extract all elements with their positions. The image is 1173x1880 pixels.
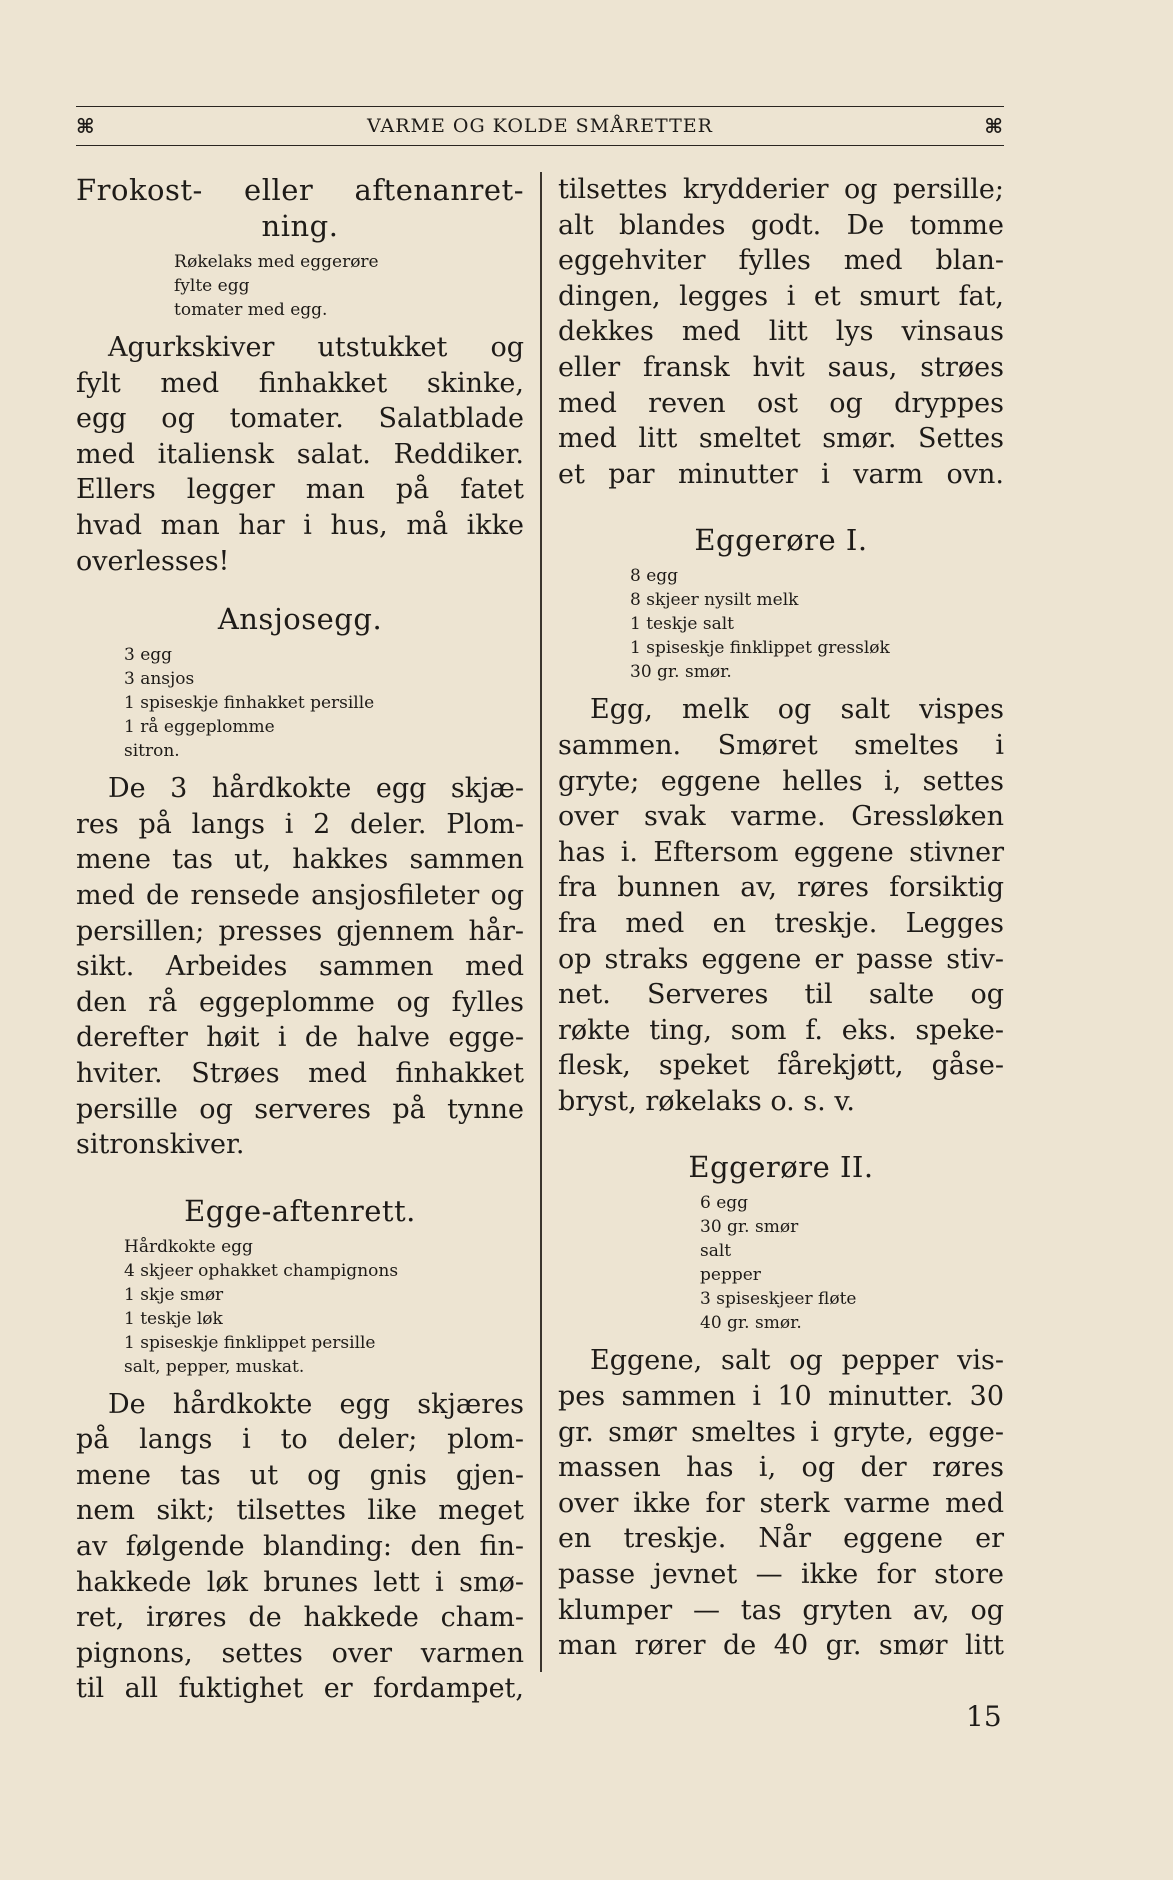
ingredient: tomater med egg. — [174, 300, 328, 320]
text-line: på langs i to deler; plom- — [76, 1424, 524, 1456]
text-line: den rå eggeplomme og fylles — [76, 986, 524, 1018]
recipe-text — [76, 1387, 524, 1707]
ingredient: fylte egg — [174, 276, 250, 296]
ingredient: 1 teskje salt — [630, 614, 735, 635]
text-line: mene tas ut og gnis gjen- — [76, 1459, 524, 1491]
text-line: Ellers legger man på fatet — [76, 474, 524, 506]
text-line: res på langs i 2 deler. Plom- — [76, 808, 524, 840]
text-line: bryst, røkelaks o. s. v. — [558, 1085, 855, 1117]
left-column — [76, 172, 524, 1707]
text-line: med de rensede ansjosfileter og — [76, 879, 524, 911]
ingredient: salt — [700, 1241, 732, 1262]
ingredient-list — [76, 1235, 524, 1379]
recipe-title-ansjosegg: Ansjosegg. — [217, 602, 383, 637]
ingredient: 4 skjeer ophakket champignons — [124, 1260, 399, 1281]
text-line: egg og tomater. Salatblade — [76, 403, 524, 435]
text-line: sammen. Smøret smeltes i — [558, 729, 1004, 761]
recipe-text — [76, 771, 524, 1163]
text-line: persille og serveres på tynne — [76, 1093, 524, 1125]
text-line: hvad man har i hus, må ikke — [76, 509, 524, 541]
text-line: røkte ting, som f. eks. speke- — [558, 1014, 1004, 1046]
ingredient: 30 gr. smør — [700, 1217, 799, 1238]
text-line: eller fransk hvit saus, strøes — [558, 351, 1004, 383]
text-line: dingen, legges i et smurt fat, — [558, 280, 1004, 312]
recipe-title-frokost — [76, 172, 524, 244]
text-line: over svak varme. Gressløken — [558, 801, 1004, 833]
ingredient: sitron. — [124, 741, 180, 762]
recipe-title-egge-aftenrett: Egge-aftenrett. — [184, 1193, 416, 1228]
text-line: over ikke for sterk varme med — [558, 1487, 1004, 1519]
ingredient: 1 spiseskje finklippet gressløk — [630, 638, 890, 659]
recipe-title-line: Frokost- eller aftenanret- — [76, 173, 524, 207]
text-line: overlesses! — [76, 545, 230, 577]
ingredient: 6 egg — [700, 1193, 749, 1214]
text-line: man rører de 40 gr. smør litt — [558, 1630, 1004, 1662]
ingredient: Røkelaks med eggerøre — [174, 252, 379, 272]
text-line: dekkes med litt lys vinsaus — [558, 316, 1004, 348]
ornament-right-icon: ⌘ — [984, 114, 1004, 138]
text-line: Egg, melk og salt vispes — [590, 694, 1004, 726]
recipe-text — [558, 692, 1004, 1119]
ingredient: 3 egg — [124, 645, 173, 666]
text-line: klumper — tas gryten av, og — [558, 1594, 1004, 1626]
text-line: fylt med finhakket skinke, — [76, 367, 524, 399]
ingredient: 1 spiseskje finhakket persille — [124, 693, 375, 714]
ingredient-list — [76, 250, 524, 322]
running-title: VARME OG KOLDE SMÅRETTER — [367, 115, 713, 137]
text-line: fra med en treskje. Legges — [558, 907, 1004, 939]
text-line: sikt. Arbeides sammen med — [76, 951, 524, 983]
ingredient: 30 gr. smør. — [630, 662, 732, 683]
ingredient: pepper — [700, 1265, 761, 1286]
text-line: med litt smeltet smør. Settes — [558, 423, 1004, 455]
ingredient: 1 teskje løk — [124, 1308, 223, 1329]
recipe-text — [558, 1343, 1004, 1663]
text-line: tilsettes krydderier og persille; — [558, 174, 1004, 205]
text-line: derefter høit i de halve egge- — [76, 1022, 524, 1054]
ornament-left-icon: ⌘ — [76, 114, 96, 138]
text-line: Eggene, salt og pepper vis- — [590, 1345, 1004, 1377]
ingredient: 1 rå eggeplomme — [124, 717, 275, 738]
recipe-text — [76, 330, 524, 579]
text-line: sitronskiver. — [76, 1129, 245, 1161]
text-line: Agurkskiver utstukket og — [108, 332, 524, 363]
text-line: hakkede løk brunes lett i smø- — [76, 1566, 524, 1598]
ingredient: Hårdkokte egg — [124, 1236, 253, 1257]
column-divider — [540, 172, 542, 1672]
text-line: nem sikt; tilsettes like meget — [76, 1495, 524, 1527]
text-line: pes sammen i 10 minutter. 30 — [558, 1381, 1004, 1413]
ingredient: 3 spiseskjeer fløte — [700, 1289, 857, 1310]
text-line: passe jevnet — ikke for store — [558, 1559, 1004, 1591]
text-line: alt blandes godt. De tomme — [558, 209, 1004, 241]
text-line: mene tas ut, hakkes sammen — [76, 844, 524, 876]
text-line: De 3 hårdkokte egg skjæ- — [108, 773, 524, 805]
ingredient: 8 egg — [630, 566, 679, 587]
recipe-title-line: ning. — [261, 209, 339, 243]
text-line: pignons, settes over varmen — [76, 1637, 524, 1669]
text-line: op straks eggene er passe stiv- — [558, 943, 1004, 975]
text-line: has i. Eftersom eggene stivner — [558, 836, 1004, 868]
text-line: net. Serveres til salte og — [558, 979, 1004, 1011]
page-number: 15 — [966, 1700, 1002, 1733]
text-line: flesk, speket fårekjøtt, gåse- — [558, 1050, 1004, 1082]
ingredient: 40 gr. smør. — [700, 1313, 802, 1334]
recipe-title-eggerore-1: Eggerøre I. — [694, 523, 868, 558]
text-line: hviter. Strøes med finhakket — [76, 1057, 524, 1089]
ingredient: 1 spiseskje finklippet persille — [124, 1332, 376, 1353]
recipe-title-eggerore-2: Eggerøre II. — [688, 1150, 874, 1185]
ingredient-list — [76, 643, 524, 763]
text-line: av følgende blanding: den fin- — [76, 1531, 524, 1563]
ingredient: 3 ansjos — [124, 669, 195, 690]
text-line: gryte; eggene helles i, settes — [558, 765, 1004, 797]
text-line: til all fuktighet er fordampet, — [76, 1673, 524, 1705]
text-line: et par minutter i varm ovn. — [558, 458, 1004, 490]
ingredient-list — [558, 564, 1004, 684]
text-line: med italiensk salat. Reddiker. — [76, 438, 524, 470]
text-line: ret, irøres de hakkede cham- — [76, 1602, 524, 1634]
ingredient: salt, pepper, muskat. — [124, 1356, 305, 1377]
recipe-text-continued — [558, 172, 1004, 492]
text-line: eggehviter fylles med blan- — [558, 245, 1004, 277]
text-line: massen has i, og der røres — [558, 1452, 1004, 1484]
ingredient: 1 skje smør — [124, 1284, 224, 1305]
text-line: persillen; presses gjennem hår- — [76, 915, 524, 947]
running-header — [76, 106, 1004, 146]
text-line: fra bunnen av, røres forsiktig — [558, 872, 1004, 904]
text-line: gr. smør smeltes i gryte, egge- — [558, 1416, 1004, 1448]
text-line: De hårdkokte egg skjæres — [108, 1388, 524, 1420]
ingredient: 8 skjeer nysilt melk — [630, 590, 799, 611]
text-line: med reven ost og dryppes — [558, 387, 1004, 419]
text-line: en treskje. Når eggene er — [558, 1523, 1004, 1555]
ingredient-list — [558, 1191, 1004, 1335]
right-column — [558, 172, 1004, 1664]
